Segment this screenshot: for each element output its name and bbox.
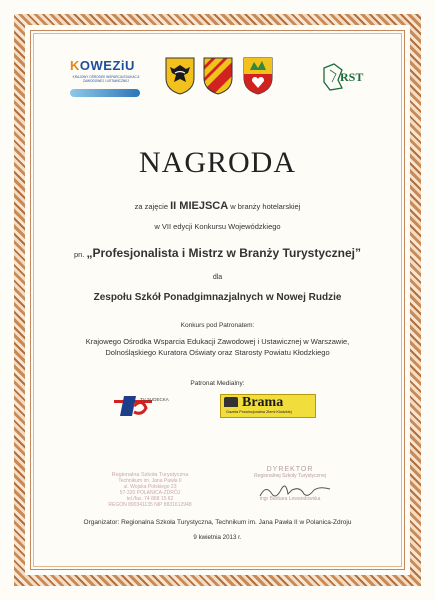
logo-row [60, 56, 380, 104]
patronage-heading: Konkurs pod Patronatem: [180, 322, 255, 329]
recipient-name: Zespołu Szkół Ponadgimnazjalnych w Nowej Rudzie [93, 292, 342, 303]
rst-logo-text: RST [340, 70, 364, 84]
certificate-title: NAGRODA [139, 146, 296, 179]
polanica-zdroj-shield-icon [242, 56, 274, 96]
for-label: dla [212, 274, 223, 281]
koweziu-logo-name: OWEZiU [79, 58, 135, 73]
tv-sudecka-label: TV SUDECKA [140, 397, 169, 402]
award-place-line: za zajęcie II MIEJSCA w branży hotelarskiej [134, 200, 301, 212]
competition-name-line: pn. „Profesjonalista i Mistrz w Branży Turystycznej” [73, 246, 362, 260]
koweziu-logo-swoosh [70, 89, 140, 97]
brama-title: Brama [242, 395, 284, 410]
lower-silesia-eagle-shield-icon [164, 56, 196, 96]
media-patronage-heading: Patronat Medialny: [190, 380, 245, 387]
date: 9 kwietnia 2013 r. [193, 534, 242, 541]
koweziu-logo-initial: K [70, 58, 80, 73]
koweziu-logo-subtitle: KRAJOWY OŚRODEK WSPARCIA EDUKACJI ZAWODOWEJ I USTAWICZNEJ [72, 75, 140, 83]
award-place: II MIEJSCA [170, 200, 229, 212]
tv-sudecka-logo [112, 394, 196, 418]
koweziu-logo [60, 58, 152, 100]
klodzko-county-shield-icon [202, 56, 234, 96]
brama-subtitle: Gazeta Prowincjonalna Ziemi Kłodzkiej [226, 410, 292, 414]
rst-logo [320, 60, 380, 98]
competition-name: „Profesjonalista i Mistrz w Branży Turystycznej” [86, 246, 362, 260]
patronage-line-1: Krajowego Ośrodka Wsparcia Edukacji Zawodowej i Ustawicznej w Warszawie, [85, 337, 350, 346]
brama-logo [220, 394, 316, 418]
competition-edition: w VII edycji Konkursu Wojewódzkiego [154, 222, 281, 231]
director-stamp: DYREKTOR Regionalnej Szkoły Turystycznej mgr Barbara Lewandowska [254, 466, 326, 502]
director-signature [256, 480, 336, 502]
organizer: Organizator: Regionalna Szkoła Turystyczna, Technikum im. Jana Pawła II w Polanica-Zdroju [83, 519, 352, 526]
gate-icon [224, 397, 238, 407]
school-stamp: Regionalna Szkoła Turystyczna Technikum im. Jana Pawła II ul. Wojska Polskiego 23 57-320 POLANICA-ZDRÓJ tel./fax. 74 868 15 62 REGON 890341135 NIP 8831612948 [108, 472, 192, 508]
patronage-line-2: Dolnośląskiego Kuratora Oświaty oraz Starosty Powiatu Kłodzkiego [105, 348, 330, 357]
